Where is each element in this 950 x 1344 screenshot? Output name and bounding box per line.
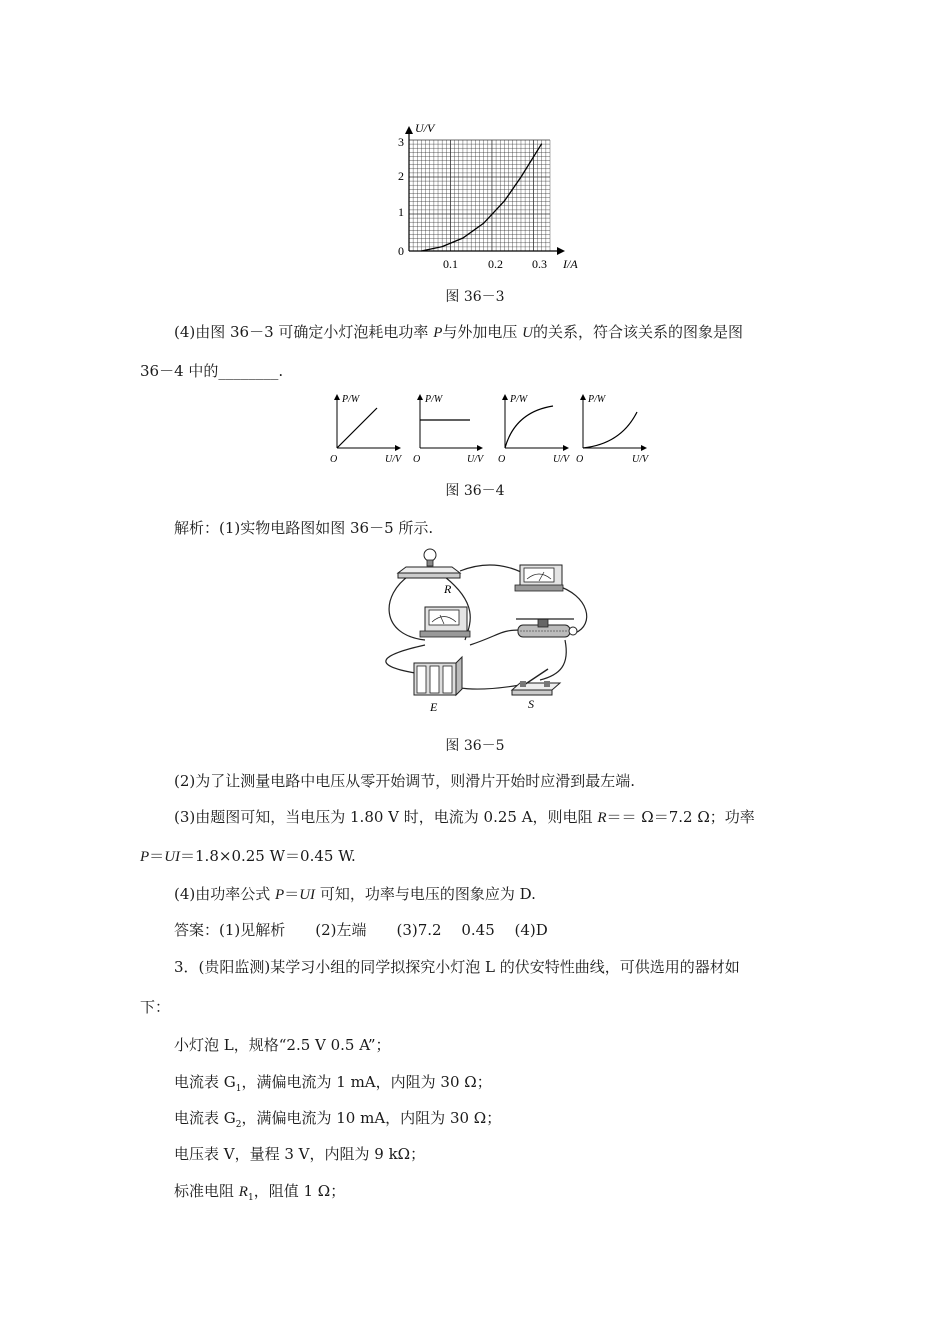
answer-3b: P＝UI＝1.8×0.25 W＝0.45 W. bbox=[140, 847, 356, 865]
label-E: E bbox=[430, 700, 438, 714]
graph-b-xlabel: U/V bbox=[467, 454, 484, 465]
graph-a-origin: O bbox=[330, 454, 338, 465]
q4-line1: (4)由图 36－3 可确定小灯泡耗电功率 P与外加电压 U的关系，符合该关系的图象是图 bbox=[174, 323, 743, 341]
graph-grid bbox=[409, 140, 550, 251]
q3-item-voltmeter: 电压表 V，量程 3 V，内阻为 9 kΩ； bbox=[174, 1145, 426, 1163]
q3-item-g2: 电流表 $G_2$，满偏电流为 10 mA，内阻为 30 Ω； bbox=[174, 1109, 502, 1130]
answer-3: (3)由题图可知，当电压为 1.80 V 时，电流为 0.25 A，则电阻 R＝＝ Ω＝7.2 Ω；功率 bbox=[174, 808, 755, 826]
figure-36-4-caption: 图 36－4 bbox=[445, 483, 505, 499]
graph-b-origin: O bbox=[413, 454, 421, 465]
graph-c bbox=[498, 394, 571, 465]
y-axis-arrow bbox=[405, 126, 413, 134]
answer-summary: 答案：(1)见解析 (2)左端 (3)7.2 0.45 (4)D bbox=[174, 921, 548, 939]
label-R: R bbox=[444, 582, 452, 596]
q4-line2: 36－4 中的________. bbox=[140, 362, 284, 380]
q3-item-lamp: 小灯泡 L，规格“2.5 V 0.5 A”； bbox=[174, 1036, 391, 1054]
label-S: S bbox=[528, 697, 534, 711]
y-tick-3: 3 bbox=[398, 135, 404, 149]
y-tick-0: 0 bbox=[398, 244, 404, 258]
q3-line1: 3．(贵阳监测)某学习小组的同学拟探究小灯泡 L 的伏安特性曲线，可供选用的器材如 bbox=[174, 958, 740, 976]
graph-c-curve bbox=[505, 406, 553, 448]
figure-36-3-graph bbox=[385, 118, 605, 278]
lamp-resistor bbox=[398, 549, 460, 596]
graph-c-xlabel: U/V bbox=[553, 454, 570, 465]
graph-d bbox=[576, 394, 650, 465]
graph-b bbox=[413, 394, 485, 465]
answer-2: (2)为了让测量电路中电压从零开始调节，则滑片开始时应滑到最左端. bbox=[174, 772, 636, 790]
graph-a-line bbox=[337, 408, 377, 448]
analysis-1: 解析：(1)实物电路图如图 36－5 所示. bbox=[174, 519, 434, 537]
x-tick-02: 0.2 bbox=[488, 257, 503, 271]
graph-b-ylabel: P/W bbox=[425, 394, 443, 405]
figure-36-4-graphs bbox=[325, 390, 655, 470]
battery bbox=[414, 657, 462, 714]
graph-c-origin: O bbox=[498, 454, 506, 465]
rheostat bbox=[516, 619, 577, 637]
graph-a bbox=[330, 394, 403, 465]
graph-a-xlabel: U/V bbox=[385, 454, 402, 465]
graph-a-ylabel: P/W bbox=[342, 394, 360, 405]
x-tick-01: 0.1 bbox=[443, 257, 458, 271]
graph-d-ylabel: P/W bbox=[588, 394, 606, 405]
q3-item-r1: 标准电阻 $R_1$，阻值 1 Ω； bbox=[174, 1182, 346, 1203]
q3-line2: 下： bbox=[140, 998, 171, 1016]
y-tick-1: 1 bbox=[398, 205, 404, 219]
figure-36-5-circuit bbox=[370, 545, 600, 715]
graph-d-curve bbox=[583, 412, 637, 448]
iv-curve bbox=[421, 144, 541, 251]
x-axis-arrow bbox=[557, 247, 565, 255]
voltmeter bbox=[420, 607, 470, 637]
answer-4: (4)由功率公式 P＝UI 可知，功率与电压的图象应为 D. bbox=[174, 885, 536, 903]
graph-d-origin: O bbox=[576, 454, 584, 465]
ammeter bbox=[515, 565, 563, 591]
y-axis-label: U/V bbox=[415, 121, 435, 135]
graph-d-xlabel: U/V bbox=[632, 454, 649, 465]
x-axis-label: I/A bbox=[563, 257, 578, 271]
figure-36-3-caption: 图 36－3 bbox=[445, 289, 505, 305]
graph-c-ylabel: P/W bbox=[510, 394, 528, 405]
x-tick-03: 0.3 bbox=[532, 257, 547, 271]
figure-36-5-caption: 图 36－5 bbox=[445, 738, 505, 754]
y-tick-2: 2 bbox=[398, 169, 404, 183]
q3-item-g1: 电流表 $G_1$，满偏电流为 1 mA，内阻为 30 Ω； bbox=[174, 1073, 492, 1094]
